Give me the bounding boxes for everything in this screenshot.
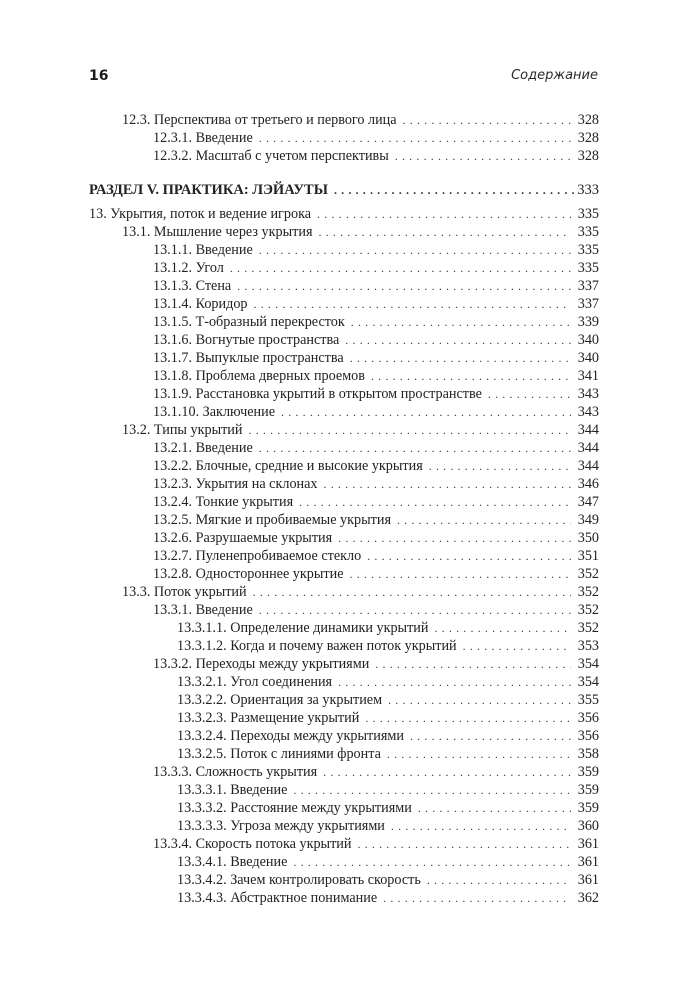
- toc-entry: [0, 583, 682, 601]
- toc-page-number: 356: [577, 710, 599, 726]
- dot-leader: [429, 457, 571, 475]
- toc-entry: [0, 295, 682, 313]
- toc-page-number: 360: [577, 818, 599, 834]
- toc-entry: [0, 241, 682, 259]
- toc-entry-title: 13.3.1. Введение: [153, 602, 253, 618]
- toc-page-number: 353: [577, 638, 599, 654]
- toc-entry-title: 13.1.5. Т-образный перекресток: [153, 314, 345, 330]
- toc-page-number: 362: [577, 890, 599, 906]
- toc-entry: [0, 781, 682, 799]
- toc-entry-line: [153, 403, 599, 421]
- dot-leader: [259, 241, 571, 259]
- toc-entry-title: 13.3.4. Скорость потока укрытий: [153, 836, 352, 852]
- toc-entry-title: 13.2.7. Пуленепробиваемое стекло: [153, 548, 362, 564]
- toc-entry-line: [89, 205, 599, 223]
- toc-entry: [0, 655, 682, 673]
- toc-entry-title: 13.1. Мышление через укрытия: [122, 224, 313, 240]
- toc-page-number: 359: [577, 782, 599, 798]
- toc-entry: [0, 763, 682, 781]
- toc-entry-line: [177, 871, 599, 889]
- toc-entry: [0, 385, 682, 403]
- toc-entry-line: [177, 637, 599, 655]
- toc-page-number: 355: [577, 692, 599, 708]
- toc-page-number: 328: [577, 112, 599, 128]
- dot-leader: [434, 619, 571, 637]
- toc-entry: [0, 835, 682, 853]
- toc-entry-title: 12.3.2. Масштаб с учетом перспективы: [153, 148, 389, 164]
- toc-page-number: 333: [577, 182, 599, 198]
- toc-entry: [0, 475, 682, 493]
- toc-entry: [0, 691, 682, 709]
- toc-entry-line: [153, 835, 599, 853]
- toc-entry-line: [153, 147, 599, 165]
- toc-page-number: 359: [577, 800, 599, 816]
- toc-entry: [0, 817, 682, 835]
- toc-entry-line: [153, 529, 599, 547]
- toc-entry-line: [153, 313, 599, 331]
- toc-entry-title: 12.3. Перспектива от третьего и первого лица: [122, 112, 397, 128]
- toc-entry-title: 13.3.2.2. Ориентация за укрытием: [177, 692, 383, 708]
- dot-leader: [371, 367, 571, 385]
- toc-entry-line: [122, 583, 599, 601]
- toc-entry-title: 13.2.3. Укрытия на склонах: [153, 476, 318, 492]
- toc-entry-line: [177, 745, 599, 763]
- toc-entry: [0, 727, 682, 745]
- dot-leader: [259, 129, 571, 147]
- toc-page-number: 339: [577, 314, 599, 330]
- dot-leader: [259, 439, 571, 457]
- toc-entry-line: [177, 673, 599, 691]
- toc-entry-title: 13.2.2. Блочные, средние и высокие укрытия: [153, 458, 423, 474]
- toc-entry-title: 13.3.1.1. Определение динамики укрытий: [177, 620, 429, 636]
- toc-entry: [0, 853, 682, 871]
- toc-entry-line: [177, 781, 599, 799]
- dot-leader: [488, 385, 571, 403]
- toc-entry-title: 13.3.3.1. Введение: [177, 782, 288, 798]
- toc-entry-line: [153, 295, 599, 313]
- toc-page-number: 354: [577, 656, 599, 672]
- dot-leader: [334, 181, 577, 199]
- dot-leader: [323, 763, 571, 781]
- dot-leader: [253, 583, 571, 601]
- toc-page-number: 352: [577, 566, 599, 582]
- toc-entry-line: [153, 277, 599, 295]
- running-title: Содержание: [511, 68, 598, 83]
- toc-entry-title: 13.3.4.3. Абстрактное понимание: [177, 890, 378, 906]
- toc-entry-title: 13.3. Поток укрытий: [122, 584, 247, 600]
- toc-page-number: 344: [577, 458, 599, 474]
- toc-entry-title: 13.2. Типы укрытий: [122, 422, 243, 438]
- toc-entry-line: [122, 421, 599, 439]
- toc-page-number: 337: [577, 278, 599, 294]
- toc-entry-line: [177, 727, 599, 745]
- toc-entry: [0, 129, 682, 147]
- toc-entry-title: 13.1.4. Коридор: [153, 296, 248, 312]
- toc-page-number: 328: [577, 130, 599, 146]
- toc-entry-title: 13.3.3. Сложность укрытия: [153, 764, 318, 780]
- dot-leader: [237, 277, 571, 295]
- toc-entry-title: 13.1.7. Выпуклые пространства: [153, 350, 344, 366]
- toc-entry-line: [153, 763, 599, 781]
- dot-leader: [299, 493, 571, 511]
- toc-entry-title: 13.3.4.1. Введение: [177, 854, 288, 870]
- toc-entry-line: [177, 619, 599, 637]
- toc-entry: [0, 511, 682, 529]
- toc-entry-title: РАЗДЕЛ V. ПРАКТИКА: ЛЭЙАУТЫ: [89, 182, 328, 198]
- toc-page-number: 343: [577, 404, 599, 420]
- toc-entry-title: 13.1.10. Заключение: [153, 404, 276, 420]
- toc-entry: [0, 205, 682, 223]
- toc-page-number: 335: [577, 206, 599, 222]
- toc-entry: [0, 457, 682, 475]
- dot-leader: [230, 259, 571, 277]
- toc-entry-line: [122, 111, 599, 129]
- toc-entry-line: [153, 349, 599, 367]
- toc-entry: [0, 709, 682, 727]
- toc-page-number: 335: [577, 260, 599, 276]
- dot-leader: [357, 835, 571, 853]
- toc-entry: [0, 331, 682, 349]
- toc-entry-title: 13.1.3. Стена: [153, 278, 232, 294]
- toc-entry-line: [177, 709, 599, 727]
- toc-entry-line: [153, 129, 599, 147]
- toc-page-number: 343: [577, 386, 599, 402]
- toc-entry-title: 13.3.2. Переходы между укрытиями: [153, 656, 370, 672]
- dot-leader: [350, 349, 571, 367]
- toc-entry-line: [153, 331, 599, 349]
- toc-entry: [0, 259, 682, 277]
- dot-leader: [387, 745, 571, 763]
- toc-entry: [0, 745, 682, 763]
- dot-leader: [351, 313, 571, 331]
- toc-entry-title: 13.1.6. Вогнутые пространства: [153, 332, 340, 348]
- toc-entry: [0, 637, 682, 655]
- toc-page-number: 359: [577, 764, 599, 780]
- toc-entry-line: [122, 223, 599, 241]
- toc-entry-title: 13.3.2.5. Поток с линиями фронта: [177, 746, 381, 762]
- toc-page-number: 356: [577, 728, 599, 744]
- toc-entry-line: [153, 385, 599, 403]
- toc-entry-line: [153, 601, 599, 619]
- toc-page-number: 341: [577, 368, 599, 384]
- dot-leader: [317, 205, 571, 223]
- toc-page-number: 328: [577, 148, 599, 164]
- toc-entry: [0, 601, 682, 619]
- toc-entry: [0, 421, 682, 439]
- toc-entry-line: [177, 817, 599, 835]
- toc-entry: [0, 111, 682, 129]
- toc-entry-line: [177, 691, 599, 709]
- toc-page-number: 344: [577, 422, 599, 438]
- dot-leader: [418, 799, 571, 817]
- toc-page-number: 340: [577, 332, 599, 348]
- toc-page-number: 351: [577, 548, 599, 564]
- toc-page-number: 340: [577, 350, 599, 366]
- dot-leader: [338, 673, 571, 691]
- toc-entry-line: [153, 655, 599, 673]
- toc-page-number: 354: [577, 674, 599, 690]
- toc-entry-line: [153, 241, 599, 259]
- toc-page-number: 361: [577, 836, 599, 852]
- toc-entry-title: 13.3.2.1. Угол соединения: [177, 674, 333, 690]
- dot-leader: [388, 691, 571, 709]
- toc-entry: [0, 547, 682, 565]
- toc-entry: [0, 313, 682, 331]
- toc-entry: [0, 367, 682, 385]
- toc-entry: [0, 349, 682, 367]
- toc-entry: [0, 403, 682, 421]
- toc-entry: [0, 565, 682, 583]
- toc-entry-line: [177, 799, 599, 817]
- dot-leader: [254, 295, 571, 313]
- toc-page-number: 335: [577, 242, 599, 258]
- page-number: 16: [89, 68, 109, 84]
- toc-entry: [0, 147, 682, 165]
- dot-leader: [367, 547, 571, 565]
- dot-leader: [293, 781, 571, 799]
- toc-entry: [0, 619, 682, 637]
- toc-entry-title: 13.3.2.4. Переходы между укрытиями: [177, 728, 404, 744]
- toc-page-number: 337: [577, 296, 599, 312]
- toc-entry: [0, 439, 682, 457]
- toc-entry-line: [153, 511, 599, 529]
- dot-leader: [375, 655, 571, 673]
- toc-page-number: 361: [577, 854, 599, 870]
- toc-entry-line: [153, 439, 599, 457]
- toc-entry-title: 13. Укрытия, поток и ведение игрока: [89, 206, 312, 222]
- dot-leader: [427, 871, 571, 889]
- dot-leader: [397, 511, 571, 529]
- toc-entry-line: [153, 367, 599, 385]
- toc-page-number: 347: [577, 494, 599, 510]
- dot-leader: [338, 529, 571, 547]
- toc-page-number: 350: [577, 530, 599, 546]
- dot-leader: [281, 403, 571, 421]
- toc-entry-line: [153, 259, 599, 277]
- toc-section-heading: [0, 181, 682, 199]
- toc-entry-line: [153, 547, 599, 565]
- dot-leader: [410, 727, 571, 745]
- toc-entry-title: 13.1.8. Проблема дверных проемов: [153, 368, 365, 384]
- dot-leader: [259, 601, 571, 619]
- toc-entry: [0, 277, 682, 295]
- toc-entry-line: [153, 493, 599, 511]
- dot-leader: [350, 565, 572, 583]
- toc-entry-line: [177, 853, 599, 871]
- toc-entry: [0, 223, 682, 241]
- toc-entry: [0, 889, 682, 907]
- dot-leader: [293, 853, 571, 871]
- toc-entry-line: [153, 457, 599, 475]
- dot-leader: [249, 421, 572, 439]
- toc-entry-title: 13.3.3.3. Угроза между укрытиями: [177, 818, 385, 834]
- toc-entry: [0, 799, 682, 817]
- dot-leader: [391, 817, 571, 835]
- toc-entry-title: 13.3.3.2. Расстояние между укрытиями: [177, 800, 412, 816]
- dot-leader: [383, 889, 571, 907]
- dot-leader: [345, 331, 571, 349]
- dot-leader: [463, 637, 571, 655]
- toc-entry-title: 13.3.4.2. Зачем контролировать скорость: [177, 872, 421, 888]
- toc-entry: [0, 871, 682, 889]
- toc-page-number: 335: [577, 224, 599, 240]
- toc-entry-title: 13.2.1. Введение: [153, 440, 253, 456]
- toc-page-number: 344: [577, 440, 599, 456]
- toc-entry-line: [153, 475, 599, 493]
- toc-page-number: 349: [577, 512, 599, 528]
- toc-entry-title: 13.2.4. Тонкие укрытия: [153, 494, 294, 510]
- toc-entry: [0, 529, 682, 547]
- toc-entry-title: 13.3.1.2. Когда и почему важен поток укрытий: [177, 638, 457, 654]
- dot-leader: [365, 709, 571, 727]
- toc-entry: [0, 493, 682, 511]
- toc-page-number: 361: [577, 872, 599, 888]
- toc-page-number: 352: [577, 602, 599, 618]
- toc-entry-title: 12.3.1. Введение: [153, 130, 253, 146]
- dot-leader: [403, 111, 571, 129]
- dot-leader: [324, 475, 571, 493]
- toc-entry-title: 13.1.2. Угол: [153, 260, 224, 276]
- toc-entry-title: 13.1.9. Расстановка укрытий в открытом пространстве: [153, 386, 482, 402]
- toc-page-number: 358: [577, 746, 599, 762]
- toc-entry-title: 13.2.6. Разрушаемые укрытия: [153, 530, 333, 546]
- dot-leader: [395, 147, 571, 165]
- toc-page-number: 352: [577, 620, 599, 636]
- toc-entry-line: [153, 565, 599, 583]
- toc-entry: [0, 673, 682, 691]
- toc-entry-line: [177, 889, 599, 907]
- toc-entry-title: 13.1.1. Введение: [153, 242, 253, 258]
- toc-page-number: 352: [577, 584, 599, 600]
- toc-page-number: 346: [577, 476, 599, 492]
- toc-entry-title: 13.2.8. Одностороннее укрытие: [153, 566, 344, 582]
- toc-entry-line: [89, 181, 599, 199]
- toc-entry-title: 13.3.2.3. Размещение укрытий: [177, 710, 360, 726]
- toc-entry-title: 13.2.5. Мягкие и пробиваемые укрытия: [153, 512, 391, 528]
- dot-leader: [318, 223, 571, 241]
